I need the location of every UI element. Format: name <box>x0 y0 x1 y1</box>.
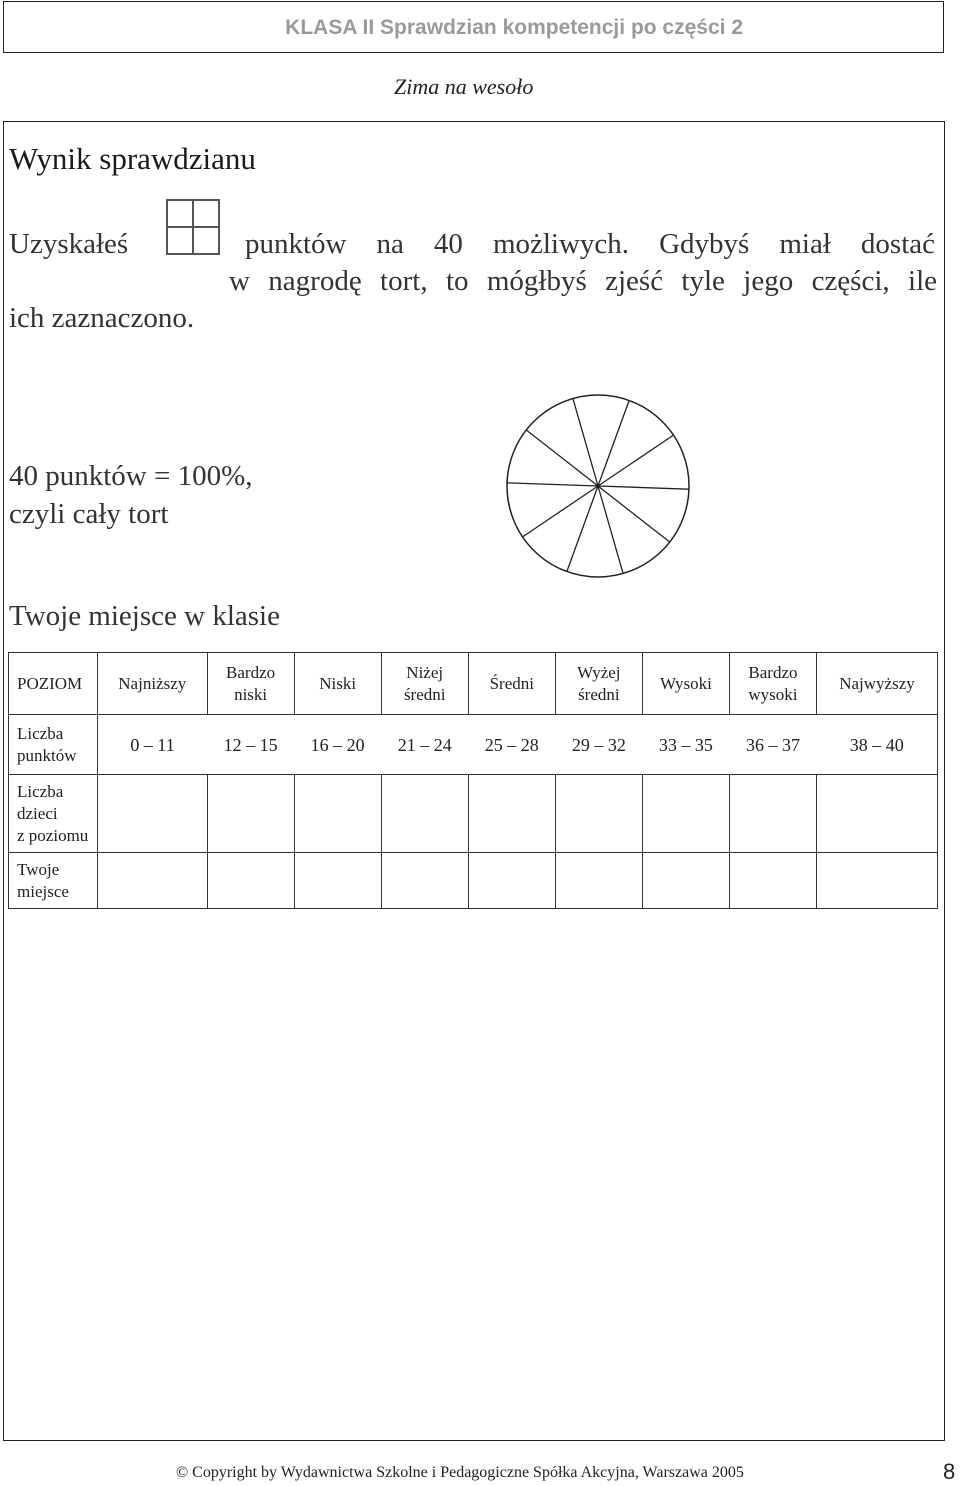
level-name: Bardzo <box>226 662 276 682</box>
cake-slice-divider <box>598 486 689 489</box>
footer-divider <box>3 1440 945 1441</box>
points-range: 21 – 24 <box>381 715 468 775</box>
your-place-cell[interactable] <box>294 853 381 909</box>
page-number: 8 <box>943 1459 956 1484</box>
children-count-cell[interactable] <box>817 775 938 853</box>
cake-slice-divider <box>598 486 670 542</box>
points-row <box>9 715 938 775</box>
cake-description-line2: czyli cały tort <box>9 498 169 530</box>
level-table <box>8 652 938 909</box>
children-count-cell[interactable] <box>468 775 555 853</box>
level-name: Najwyższy <box>839 673 915 693</box>
level-cell <box>729 653 816 715</box>
row-label-children <box>9 775 98 853</box>
level-cell <box>98 653 208 715</box>
your-place-cell[interactable] <box>381 853 468 909</box>
cake-slice-divider <box>523 486 598 537</box>
children-count-row <box>9 775 938 853</box>
level-cell <box>207 653 294 715</box>
level-cell <box>555 653 642 715</box>
result-heading: Wynik sprawdzianu <box>9 141 256 176</box>
your-place-cell[interactable] <box>207 853 294 909</box>
level-name: Średni <box>489 673 534 693</box>
level-name: Bardzo <box>748 662 798 682</box>
your-place-cell[interactable] <box>729 853 816 909</box>
points-range: 38 – 40 <box>817 715 938 775</box>
children-count-cell[interactable] <box>294 775 381 853</box>
cake-slice-divider <box>598 435 673 486</box>
cake-slice-divider <box>573 399 598 486</box>
your-place-cell[interactable] <box>817 853 938 909</box>
level-name: Niżej <box>406 662 444 682</box>
points-range: 33 – 35 <box>642 715 729 775</box>
children-count-cell[interactable] <box>381 775 468 853</box>
level-name: Wysoki <box>659 673 712 693</box>
level-header-row <box>9 653 938 715</box>
cake-slice-divider <box>598 486 623 573</box>
score-box-cell[interactable] <box>167 227 193 254</box>
your-place-cell[interactable] <box>468 853 555 909</box>
level-cell <box>642 653 729 715</box>
worksheet-subtitle: Zima na wesoło <box>394 74 534 99</box>
children-count-cell[interactable] <box>642 775 729 853</box>
result-text-line3: ich zaznaczono. <box>9 302 195 334</box>
cake-description <box>9 457 253 533</box>
level-cell <box>817 653 938 715</box>
row-label-line: Liczba <box>17 723 64 743</box>
score-box-cell[interactable] <box>193 227 219 254</box>
row-label-place <box>9 853 98 909</box>
points-range: 36 – 37 <box>729 715 816 775</box>
points-range: 29 – 32 <box>555 715 642 775</box>
children-count-cell[interactable] <box>207 775 294 853</box>
row-label-line: Twoje <box>17 859 60 879</box>
score-box-cell[interactable] <box>193 200 219 227</box>
cake-pie-diagram[interactable] <box>505 393 691 579</box>
result-text-line1: punktów na 40 możliwych. Gdybyś miał dostać <box>245 228 935 260</box>
cake-slice-divider <box>598 400 629 486</box>
level-name: Najniższy <box>118 673 187 693</box>
row-label-points <box>9 715 98 775</box>
score-box-cell[interactable] <box>167 200 193 227</box>
level-name-line2: średni <box>578 684 620 704</box>
score-entry-boxes[interactable] <box>166 199 220 255</box>
cake-slice-divider <box>507 483 598 486</box>
row-label-line: punktów <box>17 745 77 765</box>
your-place-cell[interactable] <box>642 853 729 909</box>
level-name-line2: wysoki <box>748 684 798 704</box>
cake-slice-divider <box>567 486 598 572</box>
points-range: 0 – 11 <box>98 715 208 775</box>
copyright-notice: © Copyright by Wydawnictwa Szkolne i Pedagogiczne Spółka Akcyjna, Warszawa 2005 <box>176 1464 744 1481</box>
level-name-line2: niski <box>234 684 268 704</box>
result-text-line2: w nagrodę tort, to mógłbyś zjeść tyle jego części, ile <box>229 265 937 297</box>
level-cell <box>381 653 468 715</box>
level-name: Niski <box>319 673 357 693</box>
header-box <box>3 1 944 53</box>
level-name-line2: średni <box>403 684 446 704</box>
level-name: Wyżej <box>577 662 621 682</box>
page-header-title: KLASA II Sprawdzian kompetencji po części 2 <box>285 16 743 39</box>
points-range: 12 – 15 <box>207 715 294 775</box>
level-cell <box>294 653 381 715</box>
level-cell <box>468 653 555 715</box>
class-place-heading: Twoje miejsce w klasie <box>9 600 280 632</box>
cake-slice-divider <box>526 430 598 486</box>
points-range: 16 – 20 <box>294 715 381 775</box>
row-label-line: Liczba <box>17 781 64 801</box>
points-range: 25 – 28 <box>468 715 555 775</box>
result-text-start: Uzyskałeś <box>9 228 129 260</box>
your-place-cell[interactable] <box>98 853 208 909</box>
your-place-row <box>9 853 938 909</box>
row-label-level: POZIOM <box>9 653 98 715</box>
cake-description-line1: 40 punktów = 100%, <box>9 460 253 492</box>
children-count-cell[interactable] <box>555 775 642 853</box>
your-place-cell[interactable] <box>555 853 642 909</box>
children-count-cell[interactable] <box>729 775 816 853</box>
row-label-line: miejsce <box>17 881 69 901</box>
children-count-cell[interactable] <box>98 775 208 853</box>
row-label-line: z poziomu <box>17 825 89 845</box>
row-label-line: dzieci <box>17 803 58 823</box>
